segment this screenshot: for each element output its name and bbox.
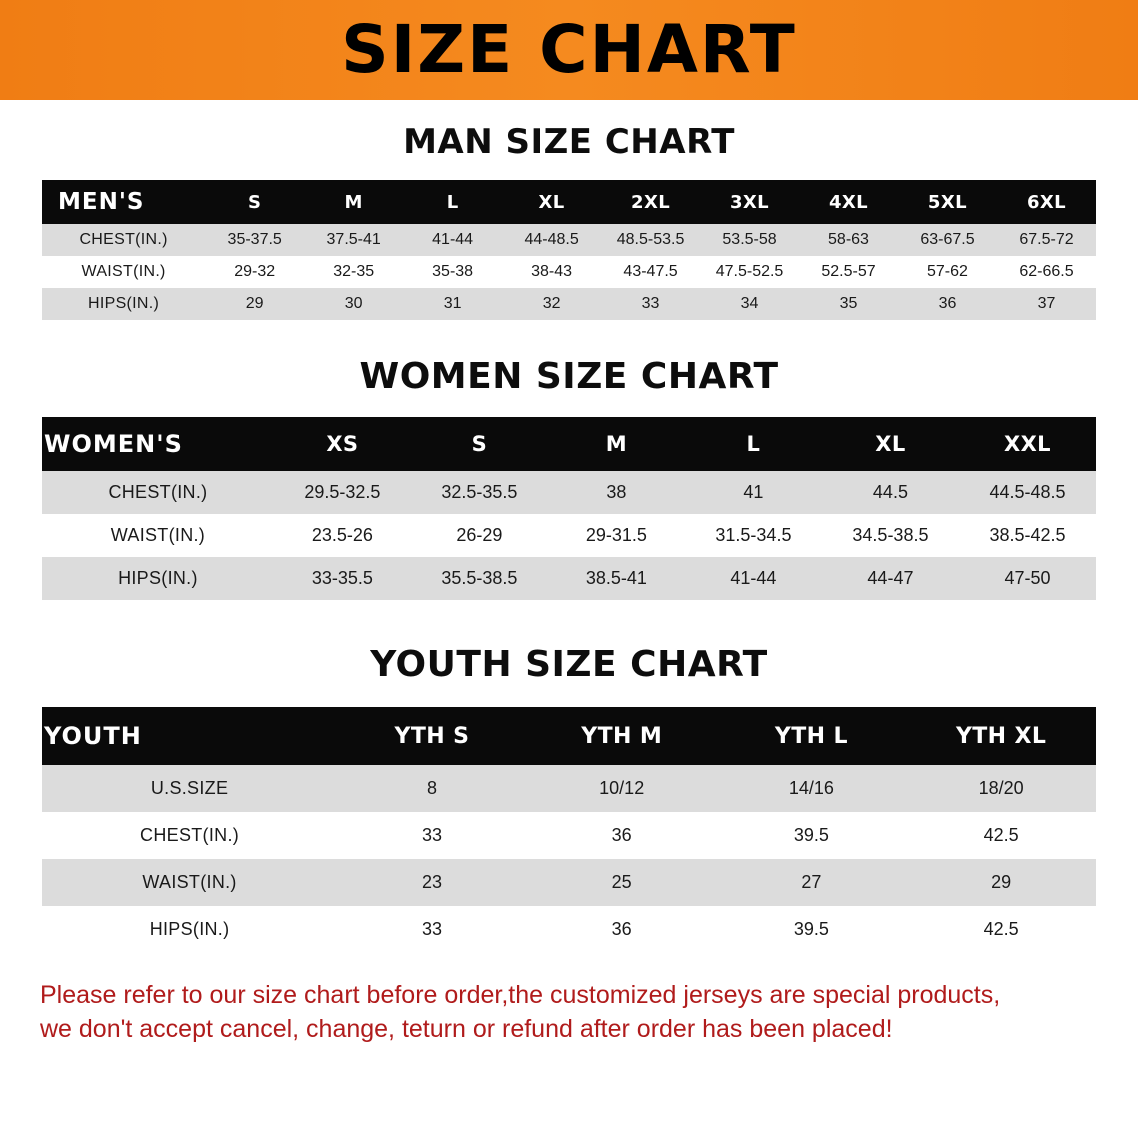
man-header-m: M <box>304 180 403 224</box>
cell: 36 <box>898 288 997 320</box>
cell: 35-37.5 <box>205 224 304 256</box>
youth-header-xl: YTH XL <box>906 707 1096 765</box>
row-label: U.S.SIZE <box>42 765 337 812</box>
cell: 38-43 <box>502 256 601 288</box>
table-row <box>42 256 1096 288</box>
women-table-wrap <box>0 417 1138 600</box>
youth-header-label: YOUTH <box>42 707 337 765</box>
women-size-table <box>42 417 1096 600</box>
cell: 32.5-35.5 <box>411 471 548 514</box>
cell: 23.5-26 <box>274 514 411 557</box>
row-label: WAIST(IN.) <box>42 859 337 906</box>
cell: 44-47 <box>822 557 959 600</box>
cell: 63-67.5 <box>898 224 997 256</box>
youth-table-body <box>42 765 1096 953</box>
cell: 29.5-32.5 <box>274 471 411 514</box>
cell: 31.5-34.5 <box>685 514 822 557</box>
man-header-4xl: 4XL <box>799 180 898 224</box>
cell: 44.5-48.5 <box>959 471 1096 514</box>
cell: 41-44 <box>403 224 502 256</box>
cell: 35.5-38.5 <box>411 557 548 600</box>
cell: 44.5 <box>822 471 959 514</box>
table-row <box>42 906 1096 953</box>
youth-section-title: YOUTH SIZE CHART <box>370 644 768 685</box>
table-header-row <box>42 417 1096 471</box>
table-row <box>42 514 1096 557</box>
page-title: SIZE CHART <box>341 11 797 88</box>
man-table-wrap <box>0 180 1138 320</box>
cell: 34.5-38.5 <box>822 514 959 557</box>
row-label: HIPS(IN.) <box>42 288 205 320</box>
cell: 57-62 <box>898 256 997 288</box>
cell: 48.5-53.5 <box>601 224 700 256</box>
man-header-l: L <box>403 180 502 224</box>
man-table-body <box>42 224 1096 320</box>
cell: 29 <box>906 859 1096 906</box>
cell: 23 <box>337 859 527 906</box>
cell: 62-66.5 <box>997 256 1096 288</box>
row-label: HIPS(IN.) <box>42 557 274 600</box>
row-label: CHEST(IN.) <box>42 224 205 256</box>
man-header-2xl: 2XL <box>601 180 700 224</box>
women-header-m: M <box>548 417 685 471</box>
table-row <box>42 557 1096 600</box>
cell: 42.5 <box>906 812 1096 859</box>
youth-size-table <box>42 707 1096 953</box>
footer-line-2: we don't accept cancel, change, teturn or refund after order has been placed! <box>40 1014 893 1043</box>
table-row <box>42 288 1096 320</box>
row-label: WAIST(IN.) <box>42 256 205 288</box>
women-header-l: L <box>685 417 822 471</box>
cell: 37.5-41 <box>304 224 403 256</box>
cell: 52.5-57 <box>799 256 898 288</box>
cell: 29-31.5 <box>548 514 685 557</box>
row-label: CHEST(IN.) <box>42 812 337 859</box>
cell: 53.5-58 <box>700 224 799 256</box>
youth-header-s: YTH S <box>337 707 527 765</box>
cell: 41 <box>685 471 822 514</box>
cell: 29-32 <box>205 256 304 288</box>
table-header-row <box>42 707 1096 765</box>
man-header-xl: XL <box>502 180 601 224</box>
cell: 39.5 <box>717 812 907 859</box>
cell: 32 <box>502 288 601 320</box>
cell: 33 <box>337 906 527 953</box>
cell: 30 <box>304 288 403 320</box>
cell: 14/16 <box>717 765 907 812</box>
cell: 8 <box>337 765 527 812</box>
table-row <box>42 224 1096 256</box>
table-header-row <box>42 180 1096 224</box>
cell: 34 <box>700 288 799 320</box>
cell: 25 <box>527 859 717 906</box>
footer-line-1: Please refer to our size chart before order,the customized jerseys are special products, <box>40 981 1001 1009</box>
man-header-s: S <box>205 180 304 224</box>
man-size-table <box>42 180 1096 320</box>
table-row <box>42 812 1096 859</box>
cell: 38.5-41 <box>548 557 685 600</box>
cell: 35-38 <box>403 256 502 288</box>
cell: 58-63 <box>799 224 898 256</box>
youth-table-wrap <box>0 707 1138 953</box>
cell: 39.5 <box>717 906 907 953</box>
youth-header-m: YTH M <box>527 707 717 765</box>
cell: 44-48.5 <box>502 224 601 256</box>
man-table-head <box>42 180 1096 224</box>
women-header-s: S <box>411 417 548 471</box>
man-header-3xl: 3XL <box>700 180 799 224</box>
cell: 33-35.5 <box>274 557 411 600</box>
cell: 38.5-42.5 <box>959 514 1096 557</box>
cell: 32-35 <box>304 256 403 288</box>
man-section-title: MAN SIZE CHART <box>403 122 735 162</box>
table-row <box>42 859 1096 906</box>
women-header-xs: XS <box>274 417 411 471</box>
cell: 43-47.5 <box>601 256 700 288</box>
cell: 26-29 <box>411 514 548 557</box>
cell: 29 <box>205 288 304 320</box>
page-banner <box>0 0 1138 100</box>
cell: 47-50 <box>959 557 1096 600</box>
women-table-body <box>42 471 1096 600</box>
cell: 31 <box>403 288 502 320</box>
man-header-5xl: 5XL <box>898 180 997 224</box>
cell: 67.5-72 <box>997 224 1096 256</box>
row-label: WAIST(IN.) <box>42 514 274 557</box>
cell: 36 <box>527 906 717 953</box>
cell: 36 <box>527 812 717 859</box>
women-header-xxl: XXL <box>959 417 1096 471</box>
row-label: CHEST(IN.) <box>42 471 274 514</box>
women-table-head <box>42 417 1096 471</box>
man-header-6xl: 6XL <box>997 180 1096 224</box>
cell: 33 <box>337 812 527 859</box>
cell: 35 <box>799 288 898 320</box>
cell: 27 <box>717 859 907 906</box>
cell: 41-44 <box>685 557 822 600</box>
table-row <box>42 765 1096 812</box>
cell: 38 <box>548 471 685 514</box>
youth-header-l: YTH L <box>717 707 907 765</box>
youth-table-head <box>42 707 1096 765</box>
cell: 47.5-52.5 <box>700 256 799 288</box>
women-section-title: WOMEN SIZE CHART <box>359 356 779 397</box>
women-header-label: WOMEN'S <box>42 417 274 471</box>
table-row <box>42 471 1096 514</box>
man-header-label: MEN'S <box>42 180 205 224</box>
cell: 42.5 <box>906 906 1096 953</box>
cell: 10/12 <box>527 765 717 812</box>
cell: 37 <box>997 288 1096 320</box>
row-label: HIPS(IN.) <box>42 906 337 953</box>
cell: 33 <box>601 288 700 320</box>
women-header-xl: XL <box>822 417 959 471</box>
cell: 18/20 <box>906 765 1096 812</box>
footer-disclaimer <box>40 979 1098 1047</box>
